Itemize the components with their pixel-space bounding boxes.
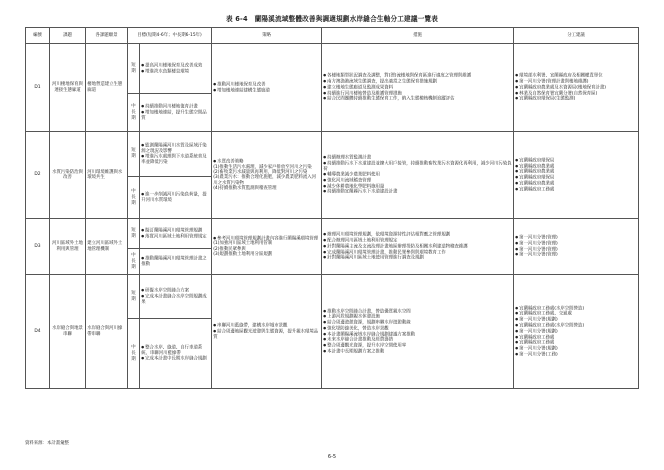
row-measures: ● 各棲地類型狀況調查及調整，對(漂)流棲地與保育區進行適度之管理與維護 ● 南方澳漁港流域生態調查，提出適當之生態保育措施規劃 ● 建立棲地生態廊道及監測成果資料 ● 持續進行河川棲地營造及維護管理措施 ● 結合民間團體持續推動生態保育工作，納入生態檢核機制追蹤評估 [322,44,514,132]
header-row [26,28,639,44]
goal-long: ● 整合水岸、綠道、自行車道系統，串聯河川藍綠帶 ● 完成本計畫中長期水岸縫合規劃 [140,319,212,389]
row-topic: 河川棲地保育與連接生態廊道 [50,44,86,132]
term-long: 中長期 [128,319,140,389]
division-table [25,27,639,389]
term-long: 中長期 [128,177,140,219]
row-id: D2 [26,132,50,219]
row-strategy: ● 水質改善策略 (1)推動生活污水處理，減少家戶排放至河川之污染 (2)畜牧業污水減量與再利用，降低對河川之污染 (3)農業污水：推動合理化施肥，減少農業肥料流入河川之水質污染物 (4)持續推動水質監測與稽查管理 [212,132,322,219]
row-d1-short [26,44,639,94]
goal-long: ● 進一步削減河川污染負荷量，提升河川水質環境 [140,177,212,219]
term-short: 短期 [128,132,140,177]
row-id: D1 [26,44,50,132]
term-short: 短期 [128,219,140,249]
row-measures: ● 推動水岸空間縫合計畫，營造優質親水空間 ● 上游河段規劃親水休憩設施 ● 結合周邊遊憩資源，規劃串聯水岸遊憩動線 ● 強化堤防綠美化，營造水岸景觀 ● 本計畫蘭陽溪流域水岸縫合規劃建議方案推動 ● 未來水岸縫合計畫推動及經費籌措 ● 整合周邊觀光資源，提升水岸空間使用率 ● 本計畫中長期規劃方案之推動 [322,275,514,389]
header-id: 編號 [26,28,50,44]
row-vision: 建立河川區域外土地管理機制 [86,219,128,275]
header-strategy: 策略 [212,28,322,44]
row-division: ● 環境部水利署、宜蘭縣政府及相關權責單位 ● 第一河川分署(管理計畫與棲地維護) ● 宜蘭縣政府農業處及水資源局(棲地保育計畫) ● 林業及自然保育署宜蘭分署(自然保育區) ● 宜蘭縣政府環保局(生態監測) [514,44,639,132]
row-vision: 河川環境維護與水環境共生 [86,132,128,219]
row-vision: 棲地營造建立生態廊道 [86,44,128,132]
term-long: 中長期 [128,94,140,132]
goal-long: ● 持續推動河川棲地復育計畫 ● 增加棲地連結，提升生態空間品質 [140,94,212,132]
goal-short: ● 提高河川棲地保育及改善成效 ● 增進淡水魚類棲息環境 [140,44,212,94]
goal-short: ● 研擬水岸空間縫合方案 ● 完成本計畫縫合水岸空間規劃成果 [140,275,212,319]
row-measures: ● 持續辦理水質監測計畫 ● 持續推動污水下水道建設並擴大用戶接管，持續推動畜牧業污水資源化再利用，減少河川污染負荷 ● 輔導農業減少農業肥料使用 ● 強化河川流域稽查管理 ● 減少休耕農地化學肥料施用量 ● 持續推動宜蘭縣污水下水道建設計畫 [322,132,514,219]
term-long: 中長期 [128,249,140,275]
header-measures: 措施 [322,28,514,44]
term-short: 短期 [128,44,140,94]
header-topic: 課題 [50,28,86,44]
row-id: D3 [26,219,50,275]
row-d3-short [26,219,639,249]
row-division: ● 宜蘭縣政府工務處(水岸空間營造) ● 宜蘭縣政府工務處、交通處 ● 第一河川分署(規劃) ● 宜蘭縣政府工務處(水岸空間營造) ● 第一河川分署(規劃) ● 宜蘭縣政府工務處 ● 宜蘭縣政府工務處 ● 第一河川分署(規劃) ● 第一河川分署(工務) [514,275,639,389]
row-measures: ● 辦理河川環境管理規劃，依環境資源特性評估相對應之管理規劃 ● 配合辦理河川區域土地利用管理規定 ● 針對蘭陽溪主流及支流治理計畫地區辦理堤防及相關水利建造物檢查維護 ● 完成蘭陽溪河川環境管理計畫，推動民眾參與與環境教育工作 ● 針對蘭陽溪河川區域土地使用管理進行調查及規劃 [322,219,514,275]
row-topic: 水質污染防治與改善 [50,132,86,219]
row-d4-short [26,275,639,319]
table-title: 表 6-4 蘭陽溪流域整體改善與調適規劃水岸縫合生軸分工建議一覽表 [225,15,439,23]
goal-short: ● 監測蘭陽溪河川水質及區域汙染源之現況及影響 ● 增進污水處理與下水道系統普及率並降低污染 [140,132,212,177]
source-note: 資料來源：本計畫彙整 [25,441,69,446]
row-topic: 水岸縫合與地景串聯 [50,275,86,389]
row-strategy: ● 推動河川棲地保育及改善 ● 增加棲地連結建構生態廊道 [212,44,322,132]
row-vision: 水岸縫合與河川綠帶串聯 [86,275,128,389]
term-short: 短期 [128,275,140,319]
header-division: 分工建議 [514,28,639,44]
page-number: 6-5 [327,454,337,460]
goal-short: ● 擬訂蘭陽溪河川環境管理規劃 ● 落實河川區域土地利用管理規定 [140,219,212,249]
row-division: ● 第一河川分署(管理) ● 第一河川分署(管理) ● 第一河川分署(管理) ● 第一河川分署(管理) [514,219,639,275]
row-strategy: ● 參考河川環境管理規劃計畫內容進行蘭陽溪環境管理 (1)加強河川區域土地利用管制 (2)推動民眾參與 (3)規劃推動土地利用分區規劃 [212,219,322,275]
goal-long: ● 推動蘭陽溪河川環境管理計畫之推動 [140,249,212,275]
row-topic: 河川區域外土地利用與管理 [50,219,86,275]
row-id: D4 [26,275,50,389]
row-division: ● 宜蘭縣政府環保局 ● 宜蘭縣政府農業處 ● 宜蘭縣政府農業處 ● 宜蘭縣政府環保局 ● 宜蘭縣政府農業處 ● 宜蘭縣政府工務處 [514,132,639,219]
row-strategy: ● 串聯河川藍綠帶，建構水岸城市景觀 ● 結合周邊地區觀光遊憩與生態資源，提升親水環境品質 [212,275,322,389]
row-d2-short [26,132,639,177]
header-vision: 各課題願景 [86,28,128,44]
header-goal: 目標(短期4-6年；中長期6-15年) [128,28,212,44]
